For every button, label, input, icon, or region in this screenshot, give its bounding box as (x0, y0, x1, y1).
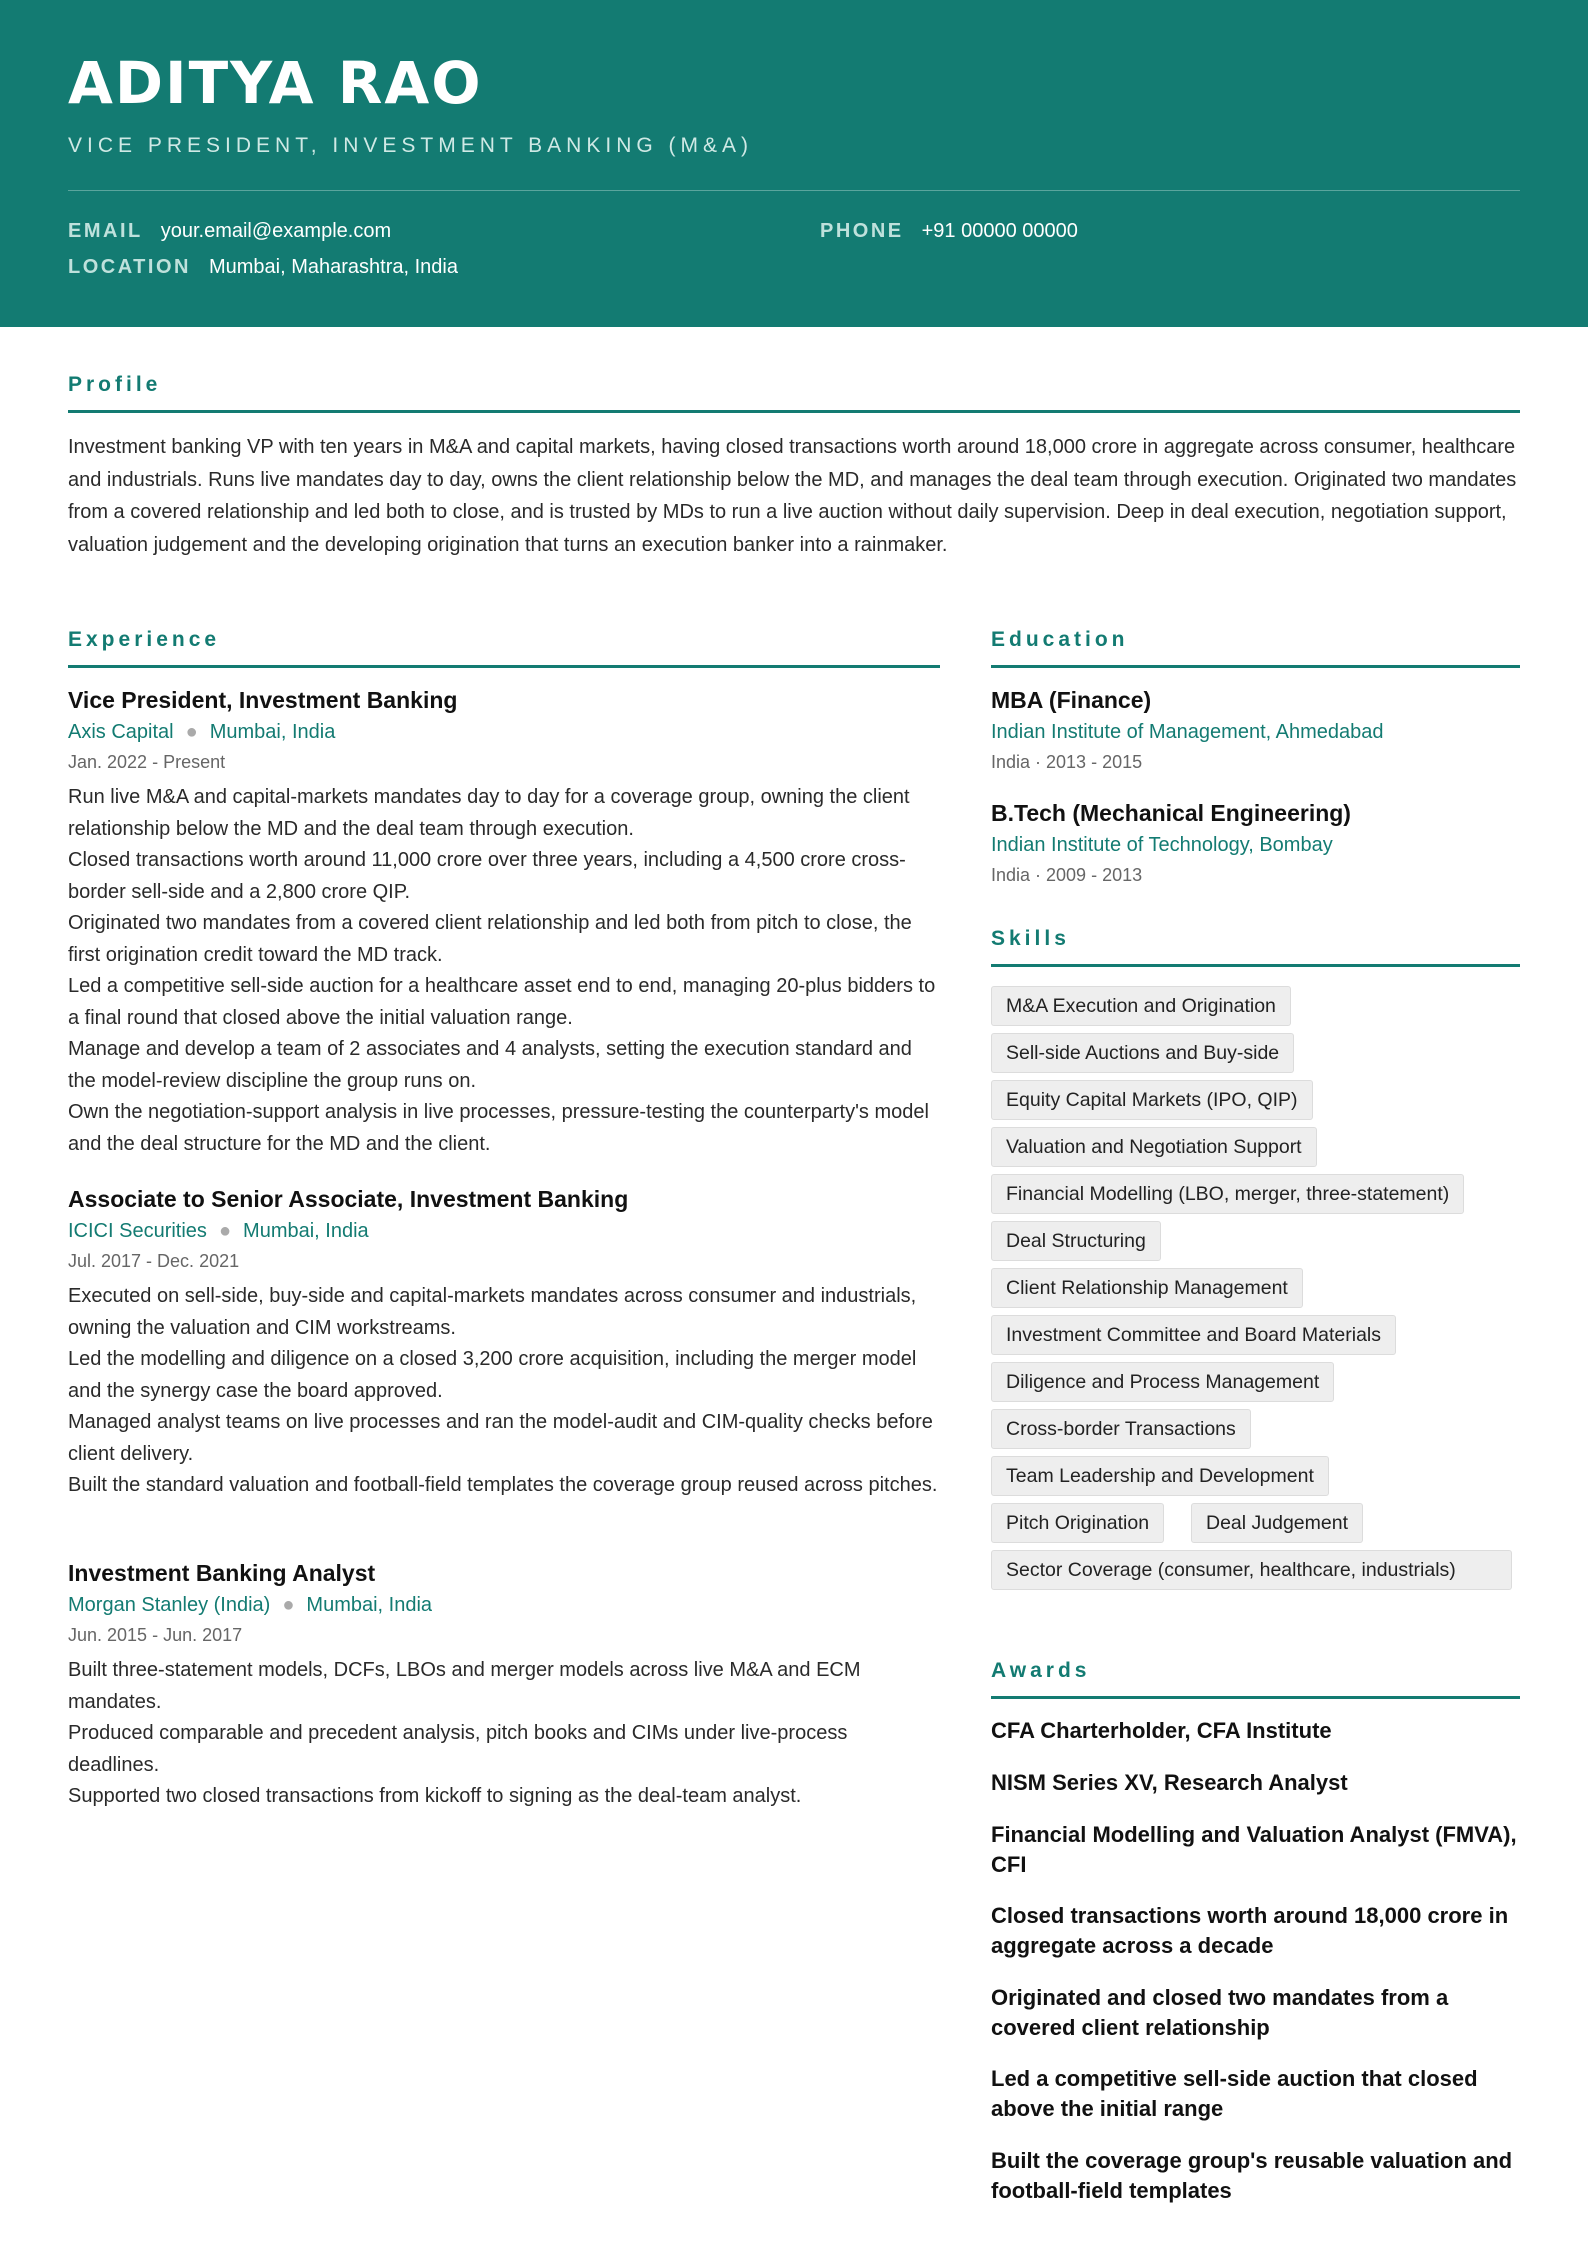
job-bullet: Led the modelling and diligence on a closed 3,200 crore acquisition, including the merger model and the synergy case the board approved. (68, 1348, 917, 1402)
job-meta (68, 1215, 940, 1247)
profile-text: Investment banking VP with ten years in M&A and capital markets, having closed transactions worth around 18,000 crore in aggregate across consumer, healthcare and industrials. Runs live mandates day to day, owns the client relationship below the MD, and manages the deal team through execution. Originated two mandates from a covered relationship and led both to close, and is trusted by MDs to run a live auction without daily supervision. Deep in deal execution, negotiation support, valuation judgement and the developing origination that turns an execution banker into a rainmaker. (68, 436, 1517, 556)
job-bullet: Built the standard valuation and football-field templates the coverage group reused across pitches. (68, 1474, 938, 1496)
education-heading: Education (991, 628, 1129, 651)
job-dates: Jan. 2022 - Present (68, 752, 226, 772)
job-bullets (68, 782, 940, 1160)
location-value: Mumbai, Maharashtra, India (208, 256, 458, 278)
award-item: Originated and closed two mandates from a covered client relationship (991, 1985, 1449, 2040)
job-bullets (68, 1655, 940, 1813)
award-item: Closed transactions worth around 18,000 crore in aggregate across a decade (991, 1903, 1509, 1958)
skill-chip: Financial Modelling (LBO, merger, three-statement) (991, 1174, 1464, 1214)
skill-chip: Deal Structuring (991, 1221, 1161, 1261)
separator-dot-icon: ● (218, 1220, 232, 1242)
separator-dot-icon: ● (185, 721, 198, 743)
skill-chip: Pitch Origination (991, 1503, 1164, 1543)
skill-chip: Diligence and Process Management (991, 1362, 1334, 1402)
job-bullet: Produced comparable and precedent analysis, pitch books and CIMs under live-process deadlines. (68, 1722, 848, 1776)
job-bullet: Led a competitive sell-side auction for a healthcare asset end to end, managing 20-plus bidders to a final round that closed above the initial valuation range. (68, 975, 936, 1029)
job-bullet: Built three-statement models, DCFs, LBOs and merger models across live M&A and ECM mandates. (68, 1659, 861, 1713)
education-degree: MBA (Finance) (991, 687, 1152, 713)
skills-rule (991, 964, 1520, 967)
job-entry (68, 1183, 940, 1502)
education-institution: Indian Institute of Technology, Bombay (991, 834, 1333, 856)
education-entry (991, 684, 1520, 776)
header-divider (68, 190, 1520, 191)
awards-rule (991, 1696, 1520, 1699)
awards-heading: Awards (991, 1659, 1091, 1682)
job-location: Mumbai, India (243, 1220, 369, 1242)
job-bullet: Executed on sell-side, buy-side and capital-markets mandates across consumer and industrials, owning the valuation and CIM workstreams. (68, 1285, 917, 1339)
skill-chip: Cross-border Transactions (991, 1409, 1251, 1449)
job-location: Mumbai, India (209, 721, 336, 743)
skill-chip: Sector Coverage (consumer, healthcare, industrials) (991, 1550, 1512, 1590)
award-item: NISM Series XV, Research Analyst (991, 1770, 1348, 1795)
job-location: Mumbai, India (306, 1594, 433, 1616)
skill-chip: M&A Execution and Origination (991, 986, 1291, 1026)
contact-phone (820, 218, 1078, 244)
job-bullets (68, 1281, 940, 1502)
phone-value[interactable]: +91 00000 00000 (921, 220, 1078, 242)
skill-chip: Client Relationship Management (991, 1268, 1303, 1308)
education-meta: India · 2013 - 2015 (991, 752, 1143, 772)
job-company: Axis Capital (68, 721, 174, 743)
education-rule (991, 665, 1520, 668)
resume-header (0, 0, 1588, 327)
experience-heading: Experience (68, 628, 221, 651)
skill-chip: Deal Judgement (1191, 1503, 1363, 1543)
job-meta (68, 1589, 940, 1621)
job-dates: Jul. 2017 - Dec. 2021 (68, 1251, 240, 1271)
candidate-title: VICE PRESIDENT, INVESTMENT BANKING (M&A) (68, 134, 754, 157)
location-label: LOCATION (68, 256, 191, 278)
job-bullet: Run live M&A and capital-markets mandates day to day for a coverage group, owning the client relationship below the MD and the deal team through execution. (68, 786, 910, 840)
award-item: CFA Charterholder, CFA Institute (991, 1718, 1332, 1743)
skill-chip: Investment Committee and Board Materials (991, 1315, 1396, 1355)
profile-heading: Profile (68, 373, 162, 396)
skill-chip: Team Leadership and Development (991, 1456, 1329, 1496)
email-value[interactable]: your.email@example.com (160, 220, 392, 242)
job-title: Associate to Senior Associate, Investment Banking (68, 1186, 629, 1212)
job-entry (68, 684, 940, 1160)
contact-location (68, 254, 458, 280)
separator-dot-icon: ● (282, 1594, 295, 1616)
candidate-name: ADITYA RAO (68, 49, 483, 117)
job-company: ICICI Securities (68, 1220, 207, 1242)
award-item: Financial Modelling and Valuation Analyst (FMVA), CFI (991, 1822, 1517, 1877)
job-title: Investment Banking Analyst (68, 1560, 376, 1586)
job-bullet: Originated two mandates from a covered client relationship and led both from pitch to close, the first origination credit toward the MD track. (68, 912, 912, 966)
skill-chip: Equity Capital Markets (IPO, QIP) (991, 1080, 1313, 1120)
job-meta (68, 716, 940, 748)
job-dates: Jun. 2015 - Jun. 2017 (68, 1625, 243, 1645)
contact-email (68, 218, 391, 244)
job-company: Morgan Stanley (India) (68, 1594, 271, 1616)
job-bullet: Own the negotiation-support analysis in live processes, pressure-testing the counterparty's model and the deal structure for the MD and the client. (68, 1101, 929, 1155)
phone-label: PHONE (820, 220, 904, 242)
skill-chip: Sell-side Auctions and Buy-side (991, 1033, 1294, 1073)
job-bullet: Managed analyst teams on live processes and ran the model-audit and CIM-quality checks before client delivery. (68, 1411, 933, 1465)
profile-rule (68, 410, 1520, 413)
job-bullet: Manage and develop a team of 2 associates and 4 analysts, setting the execution standard and the model-review discipline the group runs on. (68, 1038, 912, 1092)
education-institution: Indian Institute of Management, Ahmedabad (991, 721, 1384, 743)
skill-chip: Valuation and Negotiation Support (991, 1127, 1317, 1167)
job-title: Vice President, Investment Banking (68, 687, 458, 713)
skills-heading: Skills (991, 927, 1070, 950)
award-item: Built the coverage group's reusable valuation and football-field templates (991, 2148, 1513, 2203)
education-entry (991, 797, 1520, 889)
job-bullet: Closed transactions worth around 11,000 crore over three years, including a 4,500 crore cross-border sell-side and a 2,800 crore QIP. (68, 849, 906, 903)
job-entry (68, 1557, 940, 1813)
job-bullet: Supported two closed transactions from kickoff to signing as the deal-team analyst. (68, 1785, 802, 1807)
award-item: Led a competitive sell-side auction that closed above the initial range (991, 2066, 1478, 2121)
experience-rule (68, 665, 940, 668)
education-degree: B.Tech (Mechanical Engineering) (991, 800, 1351, 826)
education-meta: India · 2009 - 2013 (991, 865, 1143, 885)
email-label: EMAIL (68, 220, 143, 242)
